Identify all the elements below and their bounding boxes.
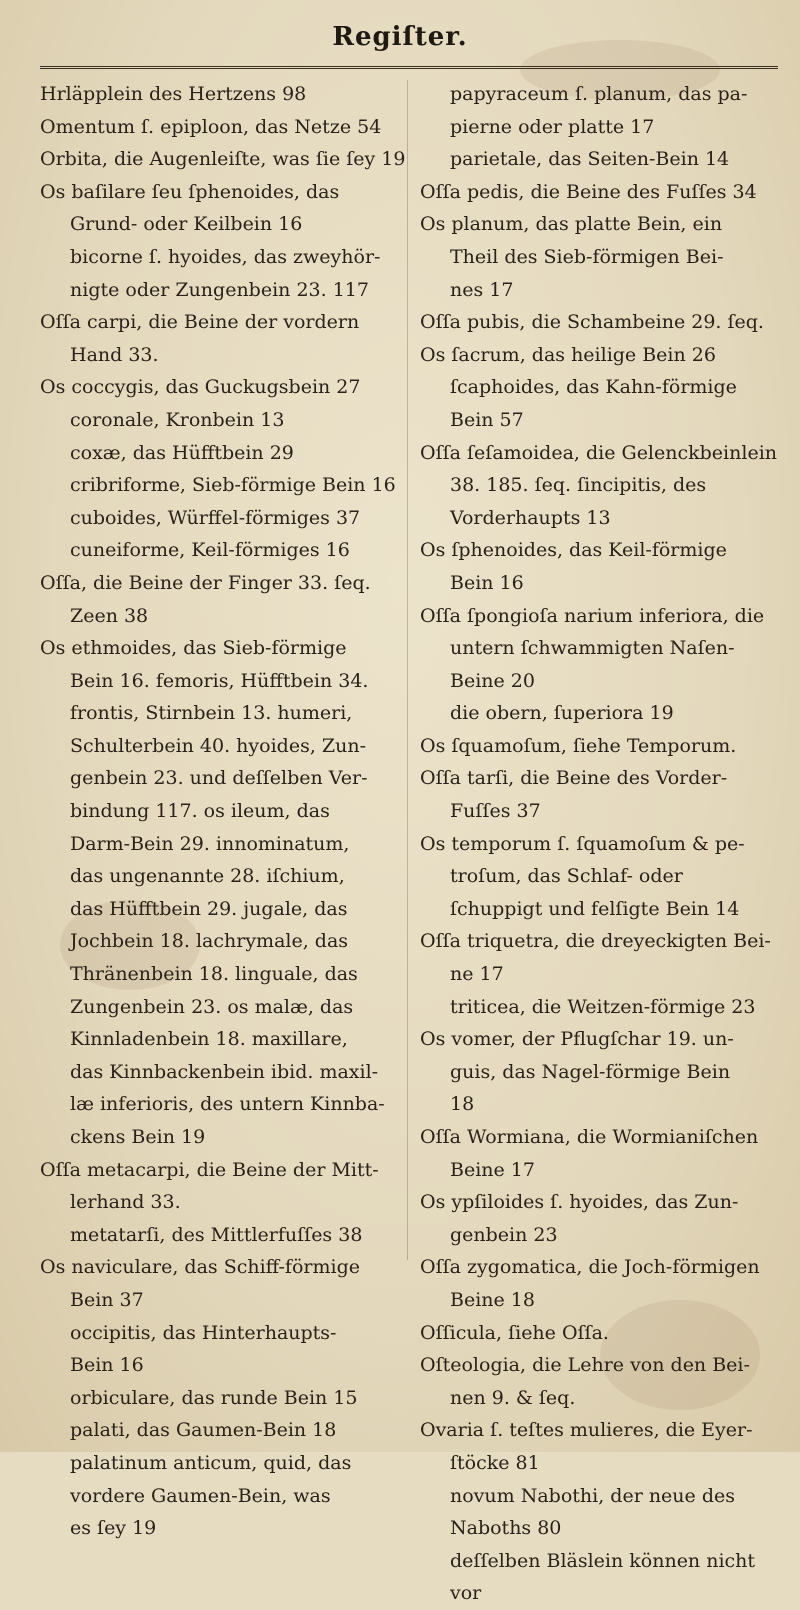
index-entry: cuneiforme, Keil-förmiges 16	[70, 539, 350, 562]
index-entry: parietale, das Seiten-Bein 14	[450, 148, 730, 171]
index-entry: Jochbein 18. lachrymale, das	[70, 930, 349, 953]
index-entry: Kinnladenbein 18. maxillare,	[70, 1028, 348, 1051]
index-entry: Os baſilare ſeu ſphenoides, das	[40, 180, 340, 203]
index-entry: das Hüfftbein 29. jugale, das	[70, 897, 348, 920]
index-entry: Bein 16	[450, 571, 524, 594]
index-entry: pierne oder platte 17	[450, 115, 655, 138]
index-entry: untern ſchwammigten Naſen-	[450, 637, 735, 660]
index-entry: Bein 16	[70, 1354, 144, 1377]
index-entry: Beine 17	[450, 1158, 535, 1181]
index-entry: das ungenannte 28. iſchium,	[70, 865, 345, 888]
index-entry: Theil des Sieb-förmigen Bei-	[450, 245, 724, 268]
index-entry: novum Nabothi, der neue des	[450, 1484, 735, 1507]
index-entry: orbiculare, das runde Bein 15	[70, 1386, 358, 1409]
index-entry: cuboides, Würffel-förmiges 37	[70, 506, 361, 529]
index-entry: Hand 33.	[70, 343, 159, 366]
index-entry: es ſey 19	[70, 1517, 157, 1540]
index-entry: palatinum anticum, quid, das	[70, 1451, 352, 1474]
index-entry: Beine 20	[450, 669, 535, 692]
index-entry: Bein 16. femoris, Hüfftbein 34.	[70, 669, 369, 692]
index-entry: Os ypſiloides ſ. hyoides, das Zun-	[420, 1191, 739, 1214]
index-entry: die obern, ſuperiora 19	[450, 702, 674, 725]
page-title: Regiſter.	[332, 22, 468, 52]
index-entry: deſſelben Bläslein können nicht	[450, 1549, 756, 1572]
index-entry: Os ſphenoides, das Keil-förmige	[420, 539, 727, 562]
index-entry: Darm-Bein 29. innominatum,	[70, 832, 350, 855]
index-entry: frontis, Stirnbein 13. humeri,	[70, 702, 353, 725]
index-entry: vordere Gaumen-Bein, was	[70, 1484, 331, 1507]
index-entry: Grund- oder Keilbein 16	[70, 213, 303, 236]
index-entry: palati, das Gaumen-Bein 18	[70, 1419, 337, 1442]
index-entry: nen 9. & ſeq.	[450, 1386, 576, 1409]
right-column	[420, 78, 780, 1610]
index-entry: Bein 57	[450, 408, 524, 431]
index-entry: vor	[450, 1582, 482, 1605]
index-entry: Oſſa pubis, die Schambeine 29. ſeq.	[420, 311, 764, 334]
index-entry: genbein 23. und deſſelben Ver-	[70, 767, 368, 790]
index-entry: occipitis, das Hinterhaupts-	[70, 1321, 337, 1344]
header-rule	[40, 66, 778, 69]
index-entry: ſtöcke 81	[450, 1451, 540, 1474]
index-entry: Os planum, das platte Bein, ein	[420, 213, 723, 236]
index-entry: Os temporum ſ. ſquamoſum & pe-	[420, 832, 745, 855]
index-entry: nes 17	[450, 278, 514, 301]
index-entry: Beine 18	[450, 1288, 535, 1311]
index-entry: Oſſa pedis, die Beine des Fuſſes 34	[420, 180, 757, 203]
index-entry: ckens Bein 19	[70, 1126, 206, 1148]
index-entry: Oſſa ſeſamoidea, die Gelenckbeinlein	[420, 441, 778, 464]
index-entry: Oſſa zygomatica, die Joch-förmigen	[420, 1256, 760, 1279]
index-entry: troſum, das Schlaf- oder	[450, 865, 683, 888]
index-entry: lerhand 33.	[70, 1191, 181, 1214]
index-entry: Os ſquamoſum, ſiehe Temporum.	[420, 734, 737, 757]
index-entry: Ovaria ſ. teſtes mulieres, die Eyer-	[420, 1419, 753, 1442]
index-entry: Zungenbein 23. os malæ, das	[70, 995, 354, 1018]
index-entry: Oſſa Wormiana, die Wormianiſchen	[420, 1126, 759, 1148]
index-entry: triticea, die Weitzen-förmige 23	[450, 995, 756, 1018]
index-entry: cribriforme, Sieb-förmige Bein 16	[70, 474, 396, 497]
index-entry: Oſſicula, ſiehe Oſſa.	[420, 1321, 609, 1344]
left-column	[40, 78, 410, 1545]
index-entry: papyraceum ſ. planum, das pa-	[450, 83, 748, 105]
index-entry: ne 17	[450, 963, 504, 986]
index-entry: metatarſi, des Mittlerfuſſes 38	[70, 1223, 363, 1246]
index-entry: Zeen 38	[70, 604, 149, 627]
index-entry: bicorne ſ. hyoides, das zweyhör-	[70, 245, 381, 268]
index-entry: coronale, Kronbein 13	[70, 408, 285, 431]
index-entry: genbein 23	[450, 1223, 558, 1246]
page-header	[0, 22, 800, 62]
index-entry: guis, das Nagel-förmige Bein	[450, 1060, 731, 1083]
index-entry: Oſſa carpi, die Beine der vordern	[40, 311, 360, 334]
index-entry: Os naviculare, das Schiff-förmige	[40, 1256, 360, 1279]
index-entry: nigte oder Zungenbein 23. 117	[70, 278, 369, 301]
index-entry: bindung 117. os ileum, das	[70, 800, 330, 823]
index-entry: Vorderhaupts 13	[450, 506, 611, 529]
index-entry: ſchuppigt und felſigte Bein 14	[450, 897, 740, 920]
index-entry: Oſſa metacarpi, die Beine der Mitt-	[40, 1158, 379, 1181]
index-entry: Fuſſes 37	[450, 800, 541, 823]
index-entry: Oſſa tarſi, die Beine des Vorder-	[420, 767, 728, 790]
index-entry: Os vomer, der Pflugſchar 19. un-	[420, 1028, 734, 1051]
index-entry: Schulterbein 40. hyoides, Zun-	[70, 734, 367, 757]
index-entry: Bein 37	[70, 1288, 144, 1311]
index-entry: Omentum ſ. epiploon, das Netze 54	[40, 115, 382, 138]
index-entry: Os coccygis, das Guckugsbein 27	[40, 376, 361, 399]
index-entry: Os ſacrum, das heilige Bein 26	[420, 343, 716, 366]
index-entry: 18	[450, 1093, 475, 1116]
index-entry: Thränenbein 18. linguale, das	[70, 963, 358, 986]
index-entry: Orbita, die Augenleiſte, was ſie ſey 19	[40, 148, 406, 171]
index-entry: Oſteologia, die Lehre von den Bei-	[420, 1354, 750, 1377]
index-entry: Oſſa triquetra, die dreyeckigten Bei-	[420, 930, 771, 953]
index-entry: 38. 185. ſeq. ſincipitis, des	[450, 474, 707, 497]
index-entry: Os ethmoides, das Sieb-förmige	[40, 637, 347, 660]
index-entry: Oſſa ſpongioſa narium inferiora, die	[420, 604, 765, 627]
index-entry: Naboths 80	[450, 1517, 562, 1540]
index-entry: das Kinnbackenbein ibid. maxil-	[70, 1060, 379, 1083]
index-entry: Oſſa, die Beine der Finger 33. ſeq.	[40, 571, 371, 594]
index-entry: coxæ, das Hüfftbein 29	[70, 441, 294, 464]
index-entry: læ inferioris, des untern Kinnba-	[70, 1093, 385, 1116]
index-entry: ſcaphoides, das Kahn-förmige	[450, 376, 737, 399]
index-entry: Hrläpplein des Hertzens 98	[40, 83, 307, 105]
